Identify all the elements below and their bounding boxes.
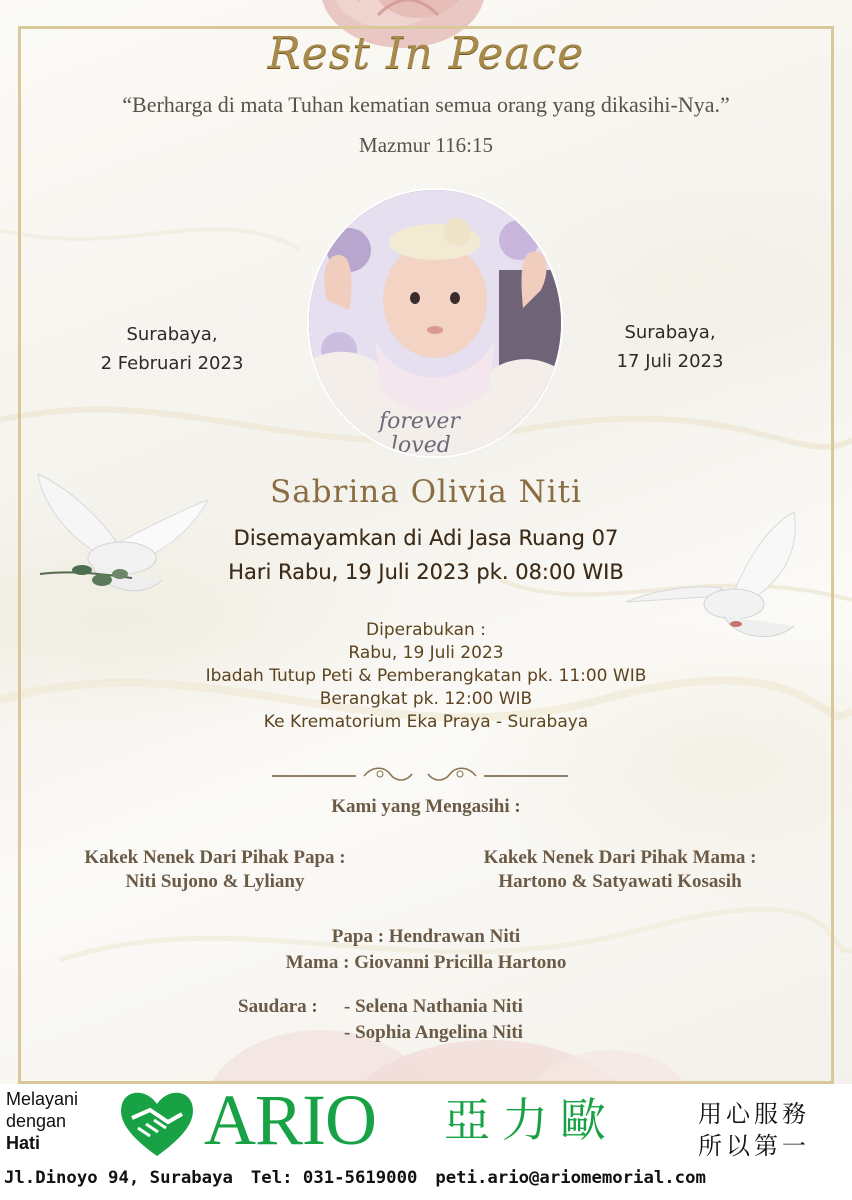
sibling-name: - Sophia Angelina Niti — [344, 1022, 523, 1043]
email-link[interactable]: peti.ario@ariomemorial.com — [435, 1168, 706, 1188]
maternal-grandparents — [420, 846, 820, 894]
siblings-label: Saudara : — [238, 996, 318, 1017]
death-date-block — [588, 318, 752, 376]
cremation-departure: Berangkat pk. 12:00 WIB — [319, 689, 533, 709]
cremation-date: Rabu, 19 Juli 2023 — [348, 643, 504, 663]
mother-name: Mama : Giovanni Pricilla Hartono — [285, 952, 567, 973]
paternal-grandparents — [30, 846, 400, 894]
birth-date-block — [80, 320, 264, 378]
bible-verse: “Berharga di mata Tuhan kematian semua orang yang dikasihi-Nya.” — [122, 92, 730, 117]
family-heading: Kami yang Mengasihi : — [331, 796, 521, 817]
father-name: Papa : Hendrawan Niti — [331, 926, 521, 947]
address: Jl.Dinoyo 94, Surabaya — [4, 1168, 233, 1188]
ornament-divider-icon — [272, 764, 568, 788]
svg-text:loved: loved — [391, 433, 451, 456]
tagline-line-1: Melayani — [6, 1089, 79, 1109]
maternal-label: Kakek Nenek Dari Pihak Mama : — [483, 847, 757, 868]
brand-name-chinese: 亞力歐 — [444, 1093, 618, 1147]
lying-in-state-time: Hari Rabu, 19 Juli 2023 pk. 08:00 WIB — [228, 560, 624, 584]
slogan-chinese — [698, 1098, 848, 1162]
sibling-name: - Selena Nathania Niti — [344, 996, 523, 1017]
cremation-service: Ibadah Tutup Peti & Pemberangkatan pk. 11:00 WIB — [205, 666, 647, 686]
handshake-heart-logo-icon — [116, 1088, 198, 1160]
rip-title: Rest In Peace — [267, 28, 585, 79]
slogan-line-2: 所以第一 — [698, 1132, 810, 1160]
deceased-name: Sabrina Olivia Niti — [269, 474, 583, 510]
contact-info — [4, 1168, 852, 1188]
portrait-photo — [309, 190, 561, 456]
footer-tagline — [6, 1088, 116, 1154]
svg-text:forever: forever — [379, 409, 460, 434]
death-date: 17 Juli 2023 — [616, 351, 724, 372]
birth-city: Surabaya, — [126, 324, 218, 345]
death-city: Surabaya, — [624, 322, 716, 343]
maternal-names: Hartono & Satyawati Kosasih — [498, 871, 742, 892]
phone: Tel: 031-5619000 — [250, 1168, 418, 1188]
paternal-label: Kakek Nenek Dari Pihak Papa : — [84, 847, 346, 868]
paternal-names: Niti Sujono & Lyliany — [125, 871, 305, 892]
slogan-line-1: 用心服務 — [698, 1100, 810, 1128]
brand-name: ARIO — [204, 1080, 376, 1160]
tagline-line-2: dengan — [6, 1111, 67, 1131]
lying-in-state-place: Disemayamkan di Adi Jasa Ruang 07 — [233, 526, 619, 550]
verse-reference: Mazmur 116:15 — [359, 133, 493, 157]
cremation-destination: Ke Krematorium Eka Praya - Surabaya — [263, 712, 589, 732]
cremation-heading: Diperabukan : — [366, 620, 486, 640]
tagline-line-3: Hati — [6, 1133, 41, 1153]
birth-date: 2 Februari 2023 — [100, 353, 244, 374]
